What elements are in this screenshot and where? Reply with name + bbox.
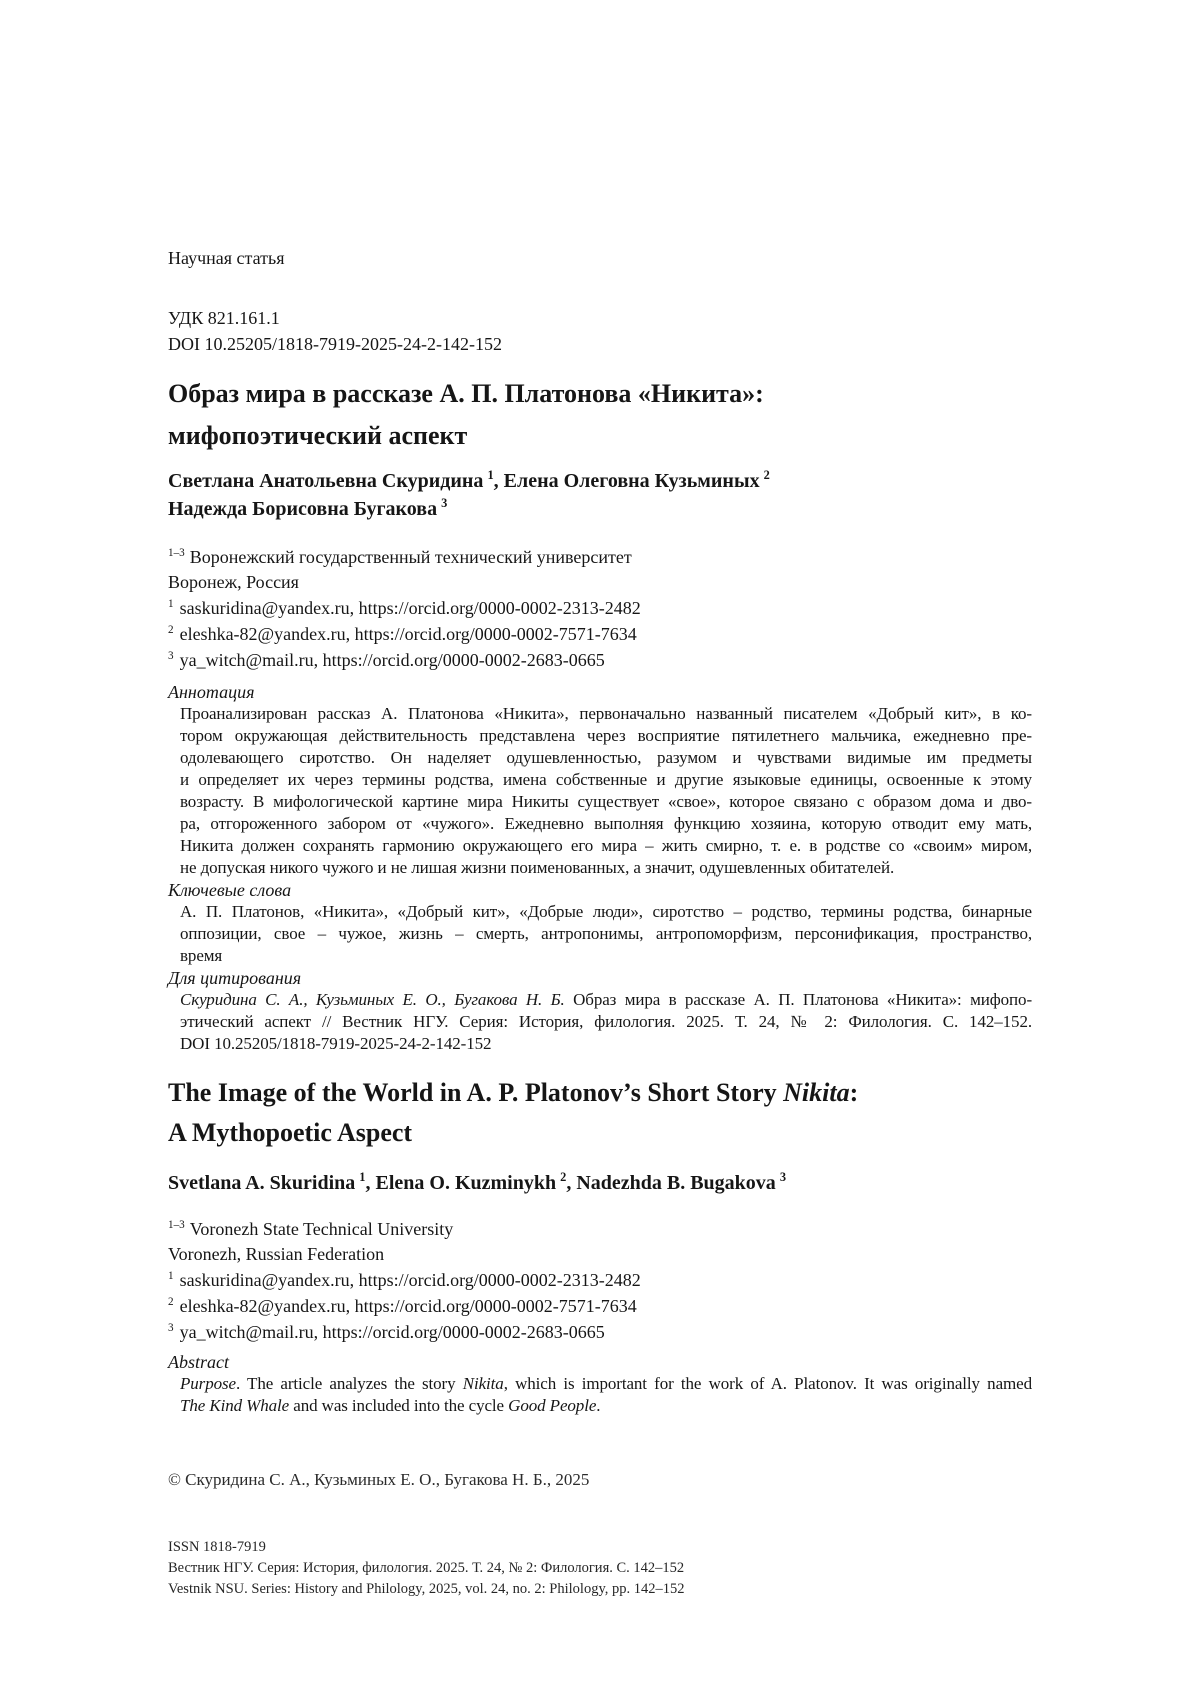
abstract-en [168,1373,1032,1417]
citation-authors: Скуридина С. А., Кузьминых Е. О., Бугакова Н. Б. [180,990,565,1009]
contact-footnote-marker: 2 [168,1296,174,1308]
doi-line: DOI 10.25205/1818-7919-2025-24-2-142-152 [168,334,502,354]
contact-email-orcid: eleshka-82@yandex.ru, https://orcid.org/0000-0002-7571-7634 [179,1296,637,1316]
title-ru [168,373,1032,457]
abstract-line: Никита должен сохранять гармонию окружающего его мира – жить смирно, т. е. в родстве со «своим» миром, [180,836,1032,855]
author-footnote-marker: 1 [359,1170,366,1185]
journal-ru-line: Вестник НГУ. Серия: История, филология. 2025. Т. 24, № 2: Филология. С. 142–152 [168,1560,685,1576]
citation-line [180,989,1032,1011]
author-name: Елена Олеговна Кузьминых [503,470,760,492]
contact-email-orcid: saskuridina@yandex.ru, https://orcid.org/0000-0002-2313-2482 [179,1270,641,1290]
affiliation-org-line [168,1217,1032,1242]
author-separator: , [493,470,504,492]
affiliation-ru [168,545,1032,595]
affiliation-city: Voronezh, Russian Federation [168,1244,385,1264]
abstract-en-story-name: Nikita [462,1374,504,1393]
contact-email-orcid: eleshka-82@yandex.ru, https://orcid.org/0000-0002-7571-7634 [179,624,637,644]
keywords-line: А. П. Платонов, «Никита», «Добрый кит», «Добрые люди», сиротство – родство, термины родства, бинарные [180,902,1032,921]
abstract-line [180,1395,1032,1417]
abstract-en-story-name: The Kind Whale [180,1396,290,1415]
author-name: Светлана Анатольевна Скуридина [168,470,484,492]
affiliation-org-line [168,545,1032,570]
issn-line: ISSN 1818-7919 [168,1539,266,1555]
affiliation-org: Воронежский государственный технический университет [189,547,632,567]
keywords-line: оппозиции, свое – чужое, жизнь – смерть, антропонимы, антропоморфизм, персонификация, пространство, [180,924,1032,943]
contact-line [168,1319,1032,1345]
citation-line: DOI 10.25205/1818-7919-2025-24-2-142-152 [180,1034,492,1053]
contact-email-orcid: saskuridina@yandex.ru, https://orcid.org/0000-0002-2313-2482 [179,598,641,618]
affiliation-en [168,1217,1032,1267]
contact-line [168,647,1032,673]
author-name: Надежда Борисовна Бугакова [168,498,438,520]
author-footnote-marker: 2 [763,468,770,483]
title-en-line1 [168,1073,1032,1113]
contact-line [168,1293,1032,1319]
abstract-label-en: Abstract [168,1352,229,1372]
author-name: Elena O. Kuzminykh [375,1172,557,1194]
abstract-line: Проанализирован рассказ А. Платонова «Никита», первоначально названный писателем «Добрый кит», в ко- [180,704,1032,723]
title-en-text: : [849,1078,859,1107]
keywords-ru [168,901,1032,967]
title-ru-line2: мифопоэтический аспект [168,421,468,450]
affiliation-org: Voronezh State Technical University [189,1219,454,1239]
keywords-label-ru: Ключевые слова [168,880,292,900]
abstract-line: возрасту. В мифологической картине мира Никиты существует «свое», которое связано с образом дома и дво- [180,792,1032,811]
authors-en-line [168,1169,1032,1197]
citation-label-ru: Для цитирования [168,968,302,988]
contacts-ru [168,595,1032,673]
author-footnote-marker: 2 [560,1170,567,1185]
abstract-line: и определяет их через термины родства, имена собственные и другие языковые единицы, освоенные к этому [180,770,1032,789]
abstract-en-text: , which is important for the work of A. Platonov. It was originally named [503,1374,1032,1393]
contact-line [168,1267,1032,1293]
title-en-story-name: Nikita [783,1078,850,1107]
citation-line: этический аспект // Вестник НГУ. Серия: История, филология. 2025. Т. 24, № 2: Филология. С. 142–152. [180,1012,1032,1031]
udc-line: УДК 821.161.1 [168,308,280,328]
affiliation-footnote-marker: 1–3 [168,547,185,559]
author-separator: , [365,1172,376,1194]
contact-line [168,621,1032,647]
abstract-en-text: . The article analyzes the story [235,1374,463,1393]
journal-en-line: Vestnik NSU. Series: History and Philology, 2025, vol. 24, no. 2: Philology, pp. 142–152 [168,1581,685,1597]
contact-footnote-marker: 3 [168,650,174,662]
author-name: Nadezhda B. Bugakova [576,1172,776,1194]
contact-email-orcid: ya_witch@mail.ru, https://orcid.org/0000-0002-2683-0665 [179,650,605,670]
contact-footnote-marker: 3 [168,1322,174,1334]
affiliation-footnote-marker: 1–3 [168,1219,185,1231]
authors-en [168,1169,1032,1197]
abstract-label-ru: Аннотация [168,682,255,702]
copyright-line: © Скуридина С. А., Кузьминых Е. О., Бугакова Н. Б., 2025 [168,1470,590,1489]
author-name: Svetlana A. Skuridina [168,1172,356,1194]
article-type-label: Научная статья [168,248,285,268]
abstract-en-cycle-name: Good People [508,1396,597,1415]
contact-footnote-marker: 1 [168,1270,174,1282]
udc-doi-block [168,305,1032,357]
abstract-en-text: and was included into the cycle [289,1396,509,1415]
author-footnote-marker: 3 [779,1170,787,1185]
title-en-line2: A Mythopoetic Aspect [168,1118,413,1147]
contact-line [168,595,1032,621]
contact-footnote-marker: 2 [168,624,174,636]
authors-ru-line1 [168,467,1032,495]
author-footnote-marker: 1 [487,468,494,483]
author-footnote-marker: 3 [441,496,448,511]
keywords-line: время [180,946,223,965]
contact-footnote-marker: 1 [168,598,174,610]
abstract-line: не допуская никого чужого и не лишая жизни поименованных, а значит, одушевленных обитателей. [180,858,895,877]
abstract-line [180,1373,1032,1395]
citation-text: Образ мира в рассказе А. П. Платонова «Никита»: мифопо- [564,990,1032,1009]
abstract-en-purpose: Purpose [180,1374,236,1393]
author-separator: , [566,1172,577,1194]
title-ru-line1: Образ мира в рассказе А. П. Платонова «Никита»: [168,379,764,408]
abstract-en-text: . [596,1396,601,1415]
abstract-line: ра, отгороженного забором от «чужого». Ежедневно выполняя функцию хозяина, которую отводит ему мать, [180,814,1032,833]
abstract-line: одолевающего сиротство. Он наделяет одушевленностью, разумом и чувствами видимые им предметы [180,748,1032,767]
contacts-en [168,1267,1032,1345]
page-footer [168,1537,1032,1600]
authors-ru [168,467,1032,523]
abstract-line: тором окружающая действительность представлена через восприятие пятилетнего мальчика, ежедневно пре- [180,726,1032,745]
abstract-ru [168,703,1032,879]
affiliation-city: Воронеж, Россия [168,572,299,592]
citation-ru [168,989,1032,1055]
authors-ru-line2 [168,495,1032,523]
title-en-text: The Image of the World in A. P. Platonov’s Short Story [168,1078,784,1107]
title-en [168,1073,1032,1153]
contact-email-orcid: ya_witch@mail.ru, https://orcid.org/0000-0002-2683-0665 [179,1322,605,1342]
